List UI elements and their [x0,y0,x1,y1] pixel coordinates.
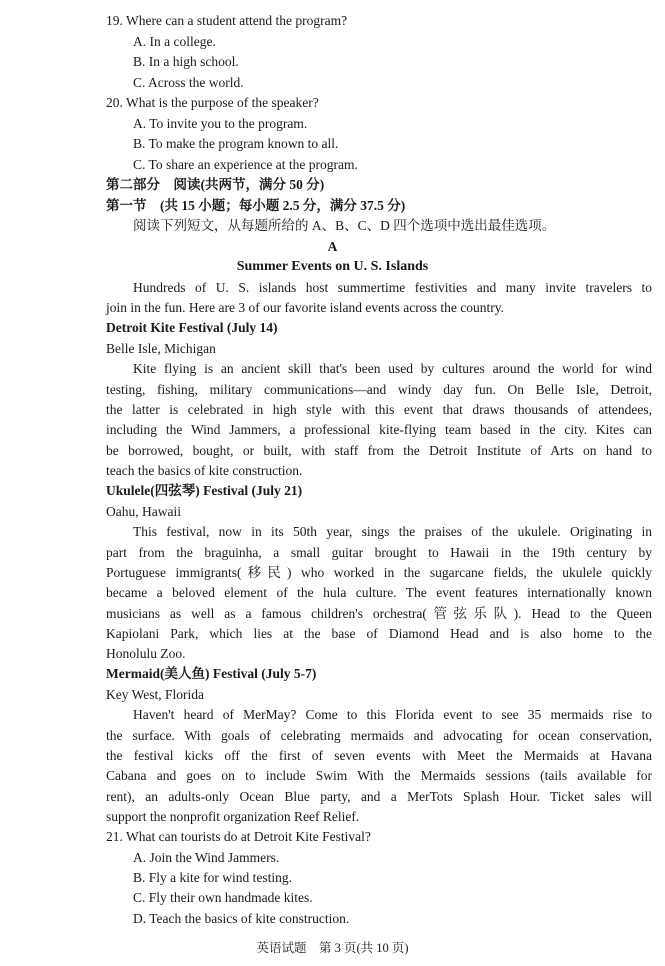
event-ukulele-body-line: This festival, now in its 50th year, sings the praises of the ukulele. Originating in [133,524,652,539]
event-mermaid-body-line: support the nonprofit organization Reef Relief. [106,809,360,824]
intro-line-1: Hundreds of U. S. islands host summertime festivities and many invite travelers to [133,280,652,295]
event-detroit-body-line: the latter is celebrated in high style with this event that draws thousands of attendees, [106,402,652,417]
passage-title: Summer Events on U. S. Islands [236,259,429,274]
event-detroit-body-line: teach the basics of kite construction. [106,463,303,478]
question-20-stem: 20. What is the purpose of the speaker? [106,95,319,110]
question-20-option-a: A. To invite you to the program. [133,116,308,131]
question-19-stem: 19. Where can a student attend the program? [106,13,348,28]
event-mermaid-body-line: the surface. With goals of celebrating mermaids and advocating for ocean conservation, [106,728,652,743]
intro-line-2: join in the fun. Here are 3 of our favorite island events across the country. [106,300,504,315]
event-ukulele-body-line: Kapiolani Park, which lies at the base of Diamond Head and is also home to the [106,626,652,641]
question-21-stem: 21. What can tourists do at Detroit Kite Festival? [106,829,371,844]
event-mermaid-heading: Mermaid(美人鱼) Festival (July 5-7) [106,666,317,681]
question-21-option-d: D. Teach the basics of kite construction. [133,911,350,926]
event-ukulele-body-line: part from the braguinha, a small guitar brought to Hawaii in the 19th century by [106,545,652,560]
event-ukulele-body-line: Portuguese immigrants(移民) who worked in the sugarcane fields, the ukulele quickly [106,565,652,580]
question-21-option-b: B. Fly a kite for wind testing. [133,870,292,885]
passage-letter: A [327,239,338,254]
question-20-option-c: C. To share an experience at the program. [133,157,358,172]
event-mermaid-body-line: rent), an adults-only Ocean Blue party, and a MerTots Splash Hour. Ticket sales will [106,789,652,804]
event-ukulele-body-line: musicians as well as a famous children's orchestra(管弦乐队). Head to the Queen [106,606,652,621]
section-one-title: 第一节 (共 15 小题；每小题 2.5 分，满分 37.5 分) [106,198,406,213]
event-mermaid-location: Key West, Florida [106,687,205,702]
event-detroit-body-line: including the Wind Jammers, a professional kite-flying team based in the city. Kites can [106,422,652,437]
event-detroit-body-line: testing, fishing, military communications—and windy day fun. On Belle Isle, Detroit, [106,382,652,397]
event-detroit-body-line: Kite flying is an ancient skill that's been used by cultures around the world for wind [133,361,652,376]
event-detroit-location: Belle Isle, Michigan [106,341,216,356]
reading-instruction: 阅读下列短文，从每题所给的 A、B、C、D 四个选项中选出最佳选项。 [133,218,556,233]
question-19-option-b: B. In a high school. [133,54,239,69]
event-mermaid-body-line: Haven't heard of MerMay? Come to this Florida event to see 35 mermaids rise to [133,707,652,722]
event-mermaid-body-line: Cabana and goes on to include Swim With the Mermaids sessions (tails available for [106,768,652,783]
event-detroit-heading: Detroit Kite Festival (July 14) [106,320,278,335]
part-two-title: 第二部分 阅读(共两节，满分 50 分) [106,177,325,192]
question-21-option-a: A. Join the Wind Jammers. [133,850,280,865]
question-21-option-c: C. Fly their own handmade kites. [133,890,313,905]
event-ukulele-heading: Ukulele(四弦琴) Festival (July 21) [106,483,303,498]
event-mermaid-body-line: the festival kicks off the first of seven events with Meet the Mermaids at Havana [106,748,652,763]
question-19-option-c: C. Across the world. [133,75,244,90]
question-19-option-a: A. In a college. [133,34,216,49]
event-ukulele-body-line: Honolulu Zoo. [106,646,186,661]
page-footer: 英语试题 第 3 页(共 10 页) [256,941,409,955]
event-ukulele-location: Oahu, Hawaii [106,504,181,519]
event-ukulele-body-line: became a beloved element of the hula culture. The event features internationally known [106,585,652,600]
event-detroit-body-line: be borrowed, bought, or built, with staff from the Detroit Institute of Arts on hand to [106,443,652,458]
question-20-option-b: B. To make the program known to all. [133,136,339,151]
